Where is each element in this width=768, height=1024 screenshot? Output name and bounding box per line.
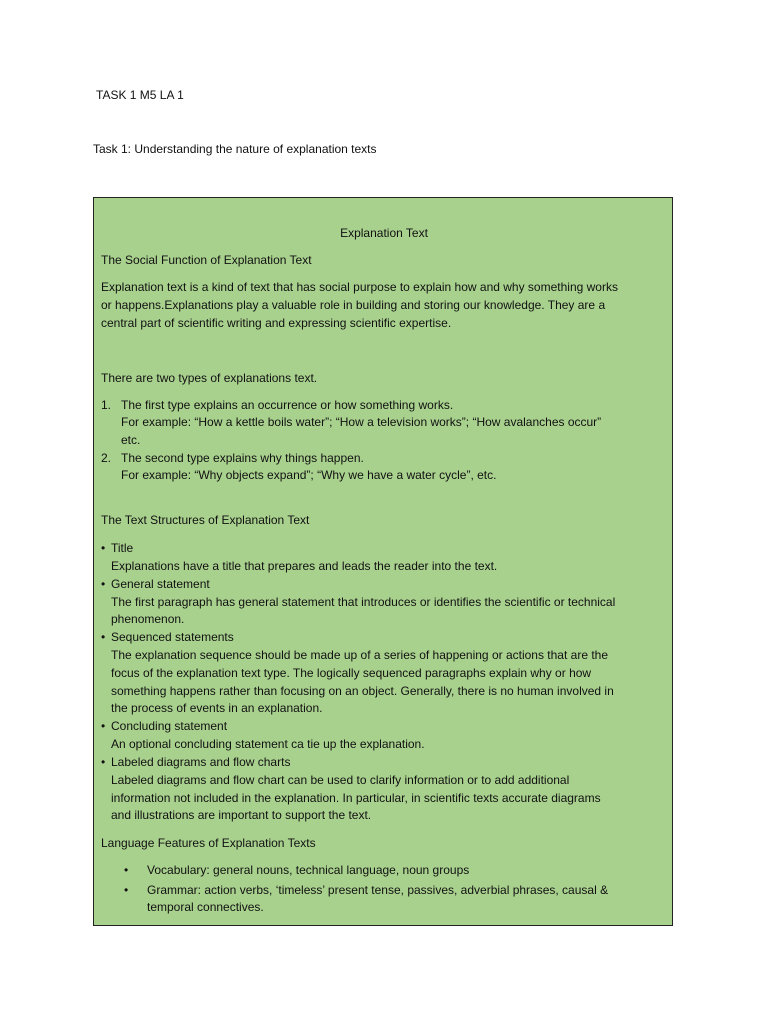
bullet: • [124, 863, 129, 877]
structure-line: The explanation sequence should be made up of a series of happening or actions that are the [111, 648, 609, 662]
type-line: The first type explains an occurrence or how something works. [121, 398, 454, 412]
structure-line: the process of events in an explanation. [111, 701, 323, 715]
structure-title: General statement [111, 577, 210, 591]
structure-title: Sequenced statements [111, 630, 234, 644]
language-heading: Language Features of Explanation Texts [101, 836, 316, 850]
structure-line: something happens rather than focusing on an object. Generally, there is no human involved in [111, 684, 614, 698]
bullet: • [101, 719, 106, 733]
box-title: Explanation Text [340, 226, 428, 240]
structure-line: The first paragraph has general statement that introduces or identifies the scientific or technical [111, 595, 616, 609]
structure-line: and illustrations are important to support the text. [111, 808, 372, 822]
structure-title: Labeled diagrams and flow charts [111, 755, 291, 769]
explanation-text-box [93, 197, 673, 926]
social-function-heading: The Social Function of Explanation Text [101, 253, 312, 267]
type-line: For example: “How a kettle boils water”; “How a television works”; “How avalanches occur” [121, 415, 602, 429]
structure-line: information not included in the explanation. In particular, in scientific texts accurate diagrams [111, 791, 601, 805]
language-feature-line: Grammar: action verbs, ‘timeless’ present tense, passives, adverbial phrases, causal & [147, 883, 609, 897]
intro-line: central part of scientific writing and expressing scientific expertise. [101, 316, 452, 330]
bullet: • [101, 755, 106, 769]
intro-line: or happens.Explanations play a valuable role in building and storing our knowledge. They are a [101, 298, 606, 312]
task-title: Task 1: Understanding the nature of explanation texts [93, 142, 377, 156]
language-feature-line: temporal connectives. [147, 900, 264, 914]
intro-line: Explanation text is a kind of text that has social purpose to explain how and why something works [101, 280, 618, 294]
bullet: • [101, 541, 106, 555]
types-intro: There are two types of explanations text. [101, 371, 318, 385]
bullet: • [101, 577, 106, 591]
structure-line: Explanations have a title that prepares and leads the reader into the text. [111, 559, 498, 573]
type-line: The second type explains why things happen. [121, 451, 364, 465]
list-number: 2. [101, 451, 112, 465]
structure-line: focus of the explanation text type. The logically sequenced paragraphs explain why or how [111, 666, 592, 680]
bullet: • [101, 630, 106, 644]
language-feature-line: Vocabulary: general nouns, technical language, noun groups [147, 863, 470, 877]
list-number: 1. [101, 398, 112, 412]
type-line: etc. [121, 433, 141, 447]
structure-line: Labeled diagrams and flow chart can be used to clarify information or to add additional [111, 773, 570, 787]
structure-line: phenomenon. [111, 612, 185, 626]
structure-line: An optional concluding statement ca tie up the explanation. [111, 737, 425, 751]
type-line: For example: “Why objects expand”; “Why we have a water cycle”, etc. [121, 468, 497, 482]
structures-heading: The Text Structures of Explanation Text [101, 513, 310, 527]
document-code: TASK 1 M5 LA 1 [96, 88, 184, 102]
bullet: • [124, 883, 129, 897]
structure-title: Title [111, 541, 134, 555]
structure-title: Concluding statement [111, 719, 228, 733]
